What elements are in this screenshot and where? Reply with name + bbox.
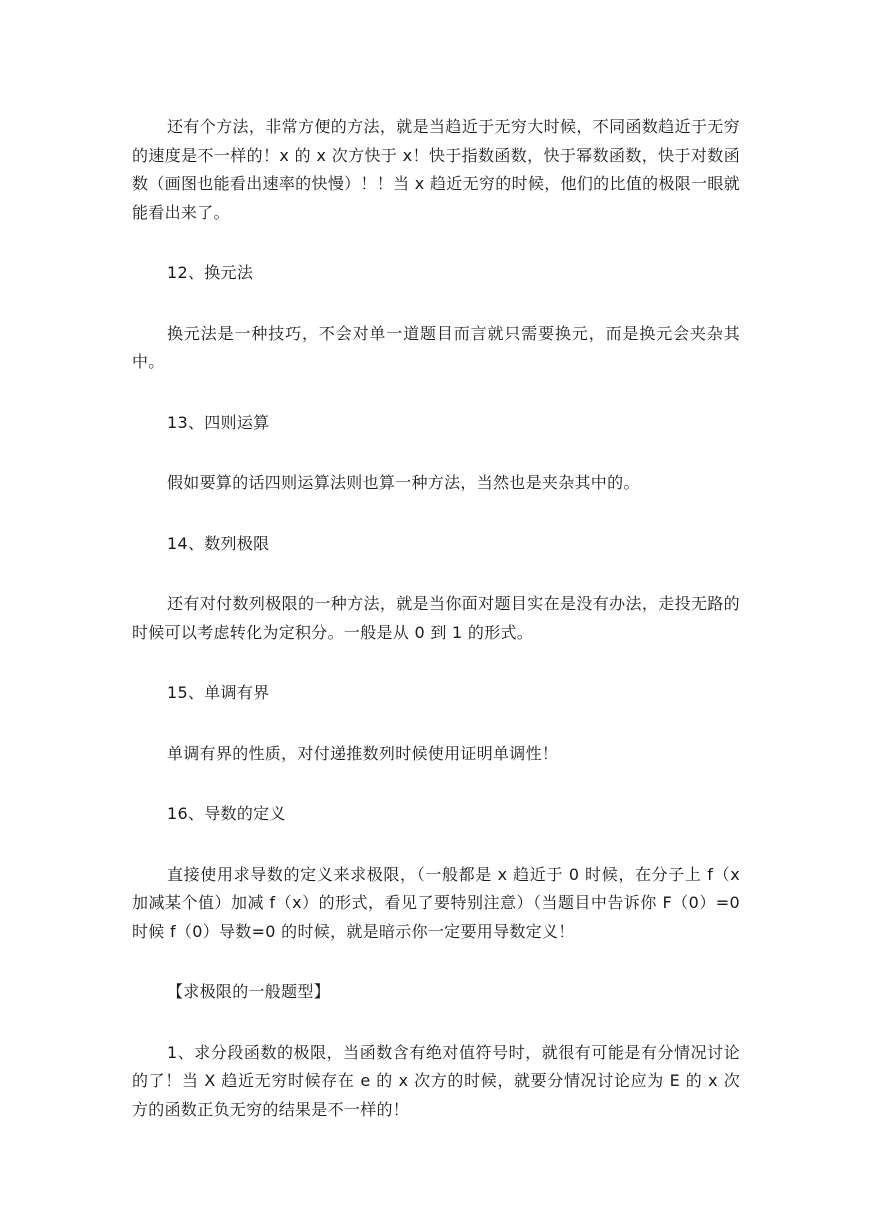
paragraph-fastest-growth-method: 还有个方法，非常方便的方法，就是当趋近于无穷大时候，不同函数趋近于无穷的速度是不一样的！x 的 x 次方快于 x！快于指数函数，快于幂数函数，快于对数函数（画图也能看出速率的快慢）！！当 x 趋近无穷的时候，他们的比值的极限一眼就能看出来了。 <box>132 117 740 222</box>
heading-sequence-limit: 14、数列极限 <box>167 533 270 553</box>
heading-arithmetic: 13、四则运算 <box>167 412 270 432</box>
heading-monotone-bounded: 15、单调有界 <box>167 683 270 702</box>
paragraph-substitution: 换元法是一种技巧，不会对单一道题目而言就只需要换元，而是换元会夹杂其中。 <box>132 323 740 371</box>
paragraph-sequence-limit: 还有对付数列极限的一种方法，就是当你面对题目实在是没有办法，走投无路的时候可以考虑转化为定积分。一般是从 0 到 1 的形式。 <box>132 594 740 642</box>
paragraph-piecewise-limit: 1、求分段函数的极限，当函数含有绝对值符号时，就很有可能是有分情况讨论的了！当 X 趋近无穷时候存在 e 的 x 次方的时候，就要分情况讨论应为 E 的 x 次方的函数正负无穷的结果是不一样的！ <box>132 1042 740 1119</box>
heading-derivative-definition: 16、导数的定义 <box>167 804 286 823</box>
heading-substitution: 12、换元法 <box>167 263 254 282</box>
paragraph-derivative-definition: 直接使用求导数的定义来求极限，（一般都是 x 趋近于 0 时候，在分子上 f（x加减某个值）加减 f（x）的形式，看见了要特别注意）（当题目中告诉你 F（0）=0 时候 f（0）导数=0 的时候，就是暗示你一定要用导数定义！ <box>132 864 740 941</box>
paragraph-monotone-bounded: 单调有界的性质，对付递推数列时候使用证明单调性！ <box>167 743 559 763</box>
paragraph-arithmetic: 假如要算的话四则运算法则也算一种方法，当然也是夹杂其中的。 <box>167 473 640 492</box>
document-body <box>132 113 740 1124</box>
section-heading-limit-problem-types: 【求极限的一般题型】 <box>167 982 331 1001</box>
